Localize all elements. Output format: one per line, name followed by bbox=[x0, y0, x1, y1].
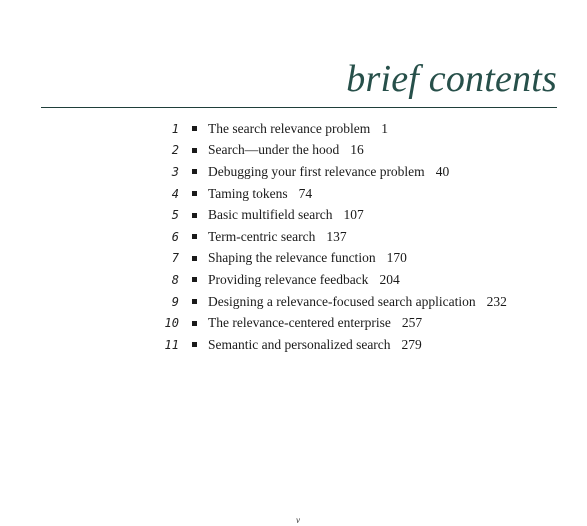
chapter-number: 6 bbox=[171, 229, 179, 244]
bullet-icon bbox=[192, 191, 197, 196]
toc-entry[interactable] bbox=[140, 118, 580, 140]
chapter-page: 204 bbox=[379, 271, 400, 287]
chapter-title: Search—under the hood bbox=[208, 142, 340, 158]
page-folio: v bbox=[296, 515, 300, 525]
chapter-title: Designing a relevance-focused search application bbox=[208, 293, 476, 309]
toc-entry[interactable] bbox=[140, 312, 580, 334]
chapter-number: 5 bbox=[171, 208, 179, 223]
bullet-icon bbox=[192, 277, 197, 282]
page-heading: brief contents bbox=[346, 58, 557, 100]
heading-rule bbox=[41, 107, 557, 108]
toc-entry[interactable] bbox=[140, 140, 580, 162]
chapter-number: 4 bbox=[171, 186, 179, 201]
bullet-icon bbox=[192, 234, 197, 239]
chapter-title: Shaping the relevance function bbox=[208, 250, 376, 266]
chapter-page: 74 bbox=[298, 185, 313, 201]
chapter-page: 232 bbox=[486, 293, 507, 309]
toc-entry[interactable] bbox=[140, 291, 580, 313]
toc-entry[interactable] bbox=[140, 334, 580, 356]
bullet-icon bbox=[192, 256, 197, 261]
chapter-page: 257 bbox=[401, 315, 423, 331]
chapter-number: 8 bbox=[171, 272, 179, 287]
toc-entry[interactable] bbox=[140, 161, 580, 183]
chapter-number: 9 bbox=[171, 294, 179, 309]
chapter-number: 3 bbox=[171, 164, 179, 179]
bullet-icon bbox=[192, 213, 197, 218]
chapter-title: The search relevance problem bbox=[208, 120, 371, 136]
bullet-icon bbox=[192, 342, 197, 347]
chapter-page: 16 bbox=[350, 142, 364, 158]
toc-entry[interactable] bbox=[140, 226, 580, 248]
chapter-number: 2 bbox=[171, 143, 179, 158]
bullet-icon bbox=[192, 148, 197, 153]
bullet-icon bbox=[192, 299, 197, 304]
chapter-number: 10 bbox=[164, 316, 179, 331]
toc-entry[interactable] bbox=[140, 204, 580, 226]
chapter-title: Basic multifield search bbox=[208, 207, 333, 223]
chapter-page: 279 bbox=[401, 336, 422, 352]
chapter-page: 170 bbox=[386, 250, 407, 266]
chapter-number: 7 bbox=[171, 251, 179, 266]
toc-entry[interactable] bbox=[140, 183, 580, 205]
chapter-page: 107 bbox=[343, 207, 364, 223]
table-of-contents bbox=[140, 118, 580, 356]
bullet-icon bbox=[192, 169, 197, 174]
chapter-page: 40 bbox=[435, 163, 450, 179]
toc-entry[interactable] bbox=[140, 269, 580, 291]
chapter-title: Debugging your first relevance problem bbox=[208, 163, 425, 179]
chapter-title: Term-centric search bbox=[208, 228, 316, 244]
chapter-page: 137 bbox=[326, 228, 347, 244]
chapter-page: 1 bbox=[381, 120, 389, 136]
chapter-title: The relevance-centered enterprise bbox=[208, 315, 391, 331]
toc-entry[interactable] bbox=[140, 248, 580, 270]
chapter-title: Taming tokens bbox=[208, 185, 288, 201]
chapter-number: 11 bbox=[164, 337, 179, 352]
chapter-number: 1 bbox=[171, 121, 179, 136]
bullet-icon bbox=[192, 126, 197, 131]
chapter-title: Providing relevance feedback bbox=[208, 271, 369, 287]
chapter-title: Semantic and personalized search bbox=[208, 336, 391, 352]
bullet-icon bbox=[192, 321, 197, 326]
